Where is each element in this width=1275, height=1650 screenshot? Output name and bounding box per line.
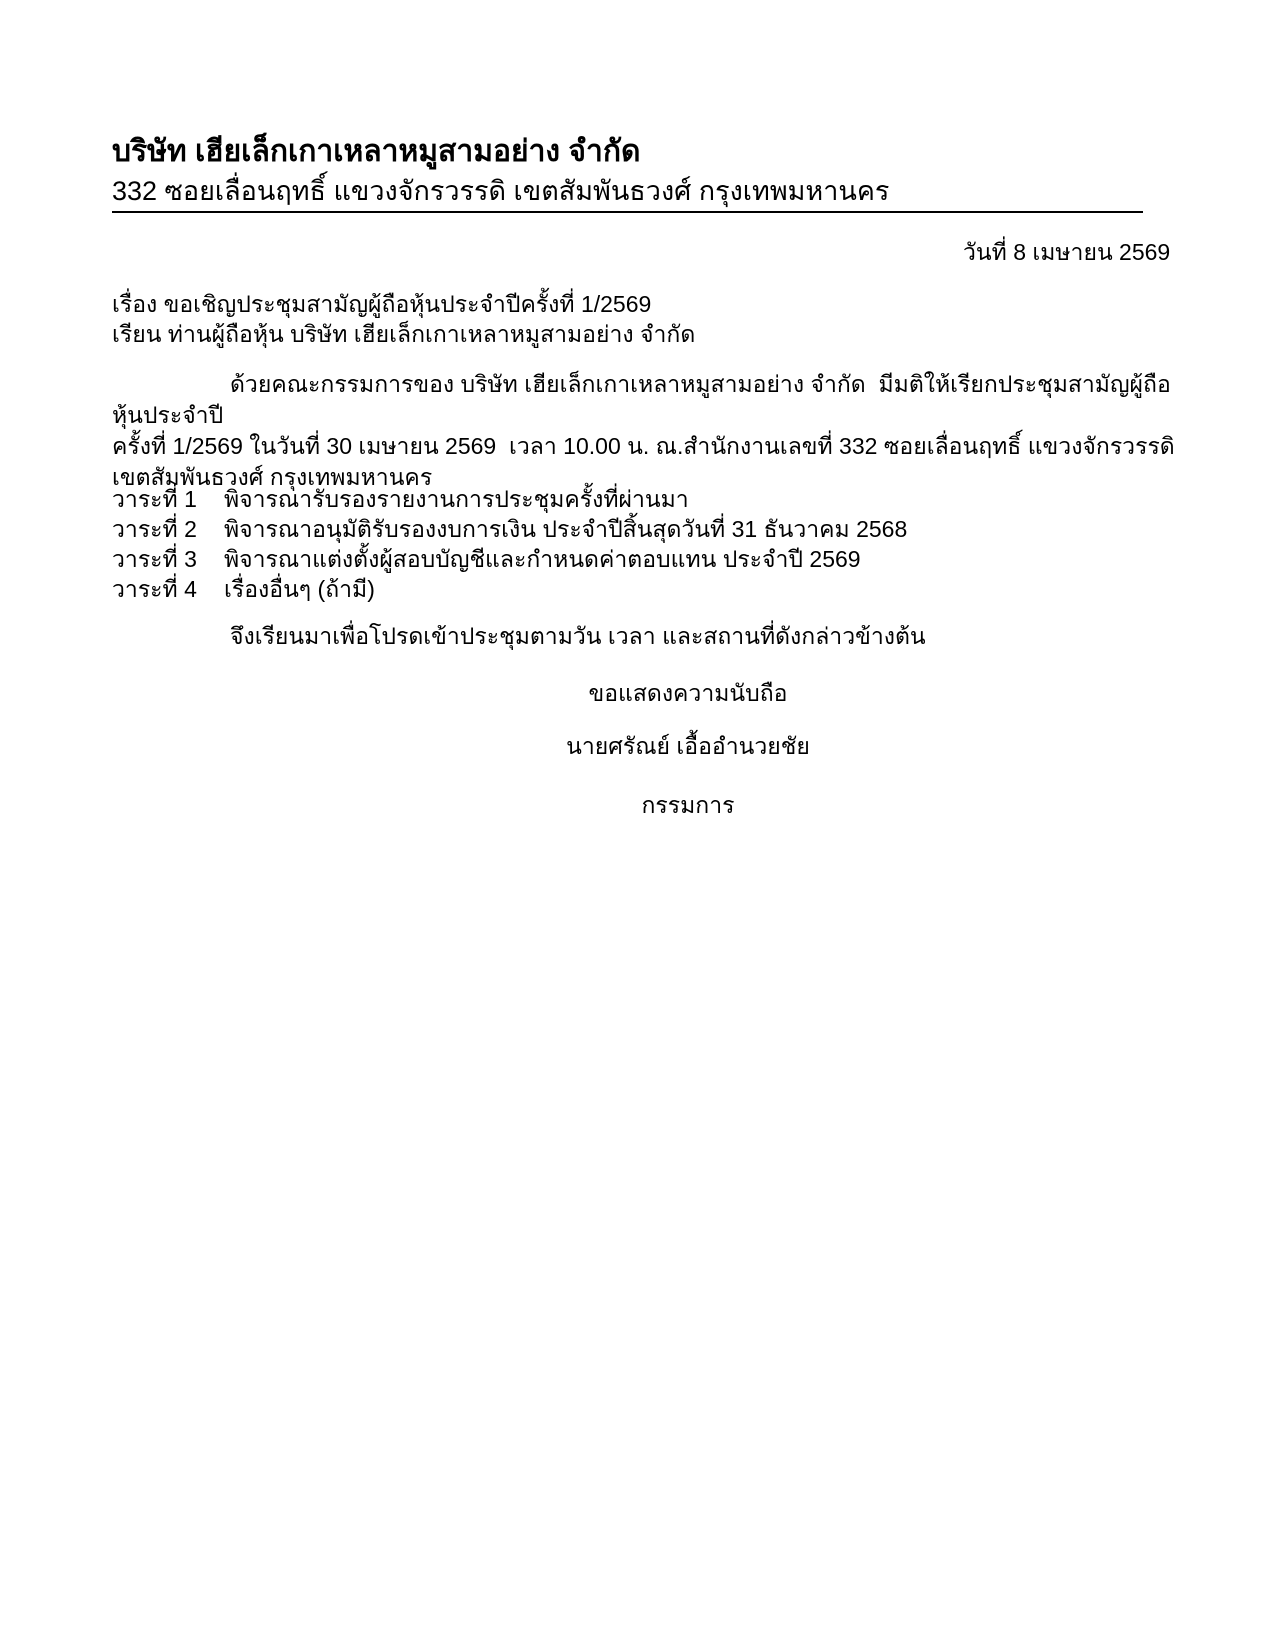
body-line-1: ด้วยคณะกรรมการของ บริษัท เฮียเล็กเกาเหลาหมูสามอย่าง จำกัด มีมติให้เรียกประชุมสามัญผู้ถือหุ้นประจำปี [112,371,1171,428]
body-line-2: ครั้งที่ 1/2569 ในวันที่ 30 เมษายน 2569 เวลา 10.00 น. ณ.สำนักงานเลขที่ 332 ซอยเลื่อนฤทธิ์ แขวงจักรวรรดิ [112,433,1175,459]
agenda-item-1 [112,484,1168,514]
agenda-item-description: เรื่องอื่นๆ (ถ้ามี) [224,576,375,602]
company-name: บริษัท เฮียเล็กเกาเหลาหมูสามอย่าง จำกัด [112,135,641,168]
agenda-item-2 [112,514,1168,544]
agenda-item-description: พิจารณาอนุมัติรับรองงบการเงิน ประจำปีสิ้นสุดวันที่ 31 ธันวาคม 2568 [224,516,908,542]
attention-line: เรียน ท่านผู้ถือหุ้น บริษัท เฮียเล็กเกาเหลาหมูสามอย่าง จำกัด [112,321,696,347]
body-paragraph [112,369,1175,493]
agenda-item-description: พิจารณาแต่งตั้งผู้สอบบัญชีและกำหนดค่าตอบแทน ประจำปี 2569 [224,546,861,572]
signoff-line: ขอแสดงความนับถือ [588,680,788,706]
agenda-item-3 [112,544,1168,574]
header-divider [112,211,1143,213]
signer-name: นายศรัณย์ เอื้ออำนวยชัย [566,733,810,759]
agenda-item-description: พิจารณารับรองรายงานการประชุมครั้งที่ผ่านมา [224,486,689,512]
subject-line: เรื่อง ขอเชิญประชุมสามัญผู้ถือหุ้นประจำปีครั้งที่ 1/2569 [112,291,652,317]
agenda-item-label: วาระที่ 4 [112,576,197,602]
company-address: 332 ซอยเลื่อนฤทธิ์ แขวงจักรวรรดิ เขตสัมพันธวงศ์ กรุงเทพมหานคร [112,176,890,206]
agenda-item-label: วาระที่ 3 [112,546,197,572]
date-line: วันที่ 8 เมษายน 2569 [963,239,1171,265]
signer-title: กรรมการ [641,792,735,818]
closing-line: จึงเรียนมาเพื่อโปรดเข้าประชุมตามวัน เวลา และสถานที่ดังกล่าวข้างต้น [230,623,926,649]
agenda-item-4 [112,574,1168,604]
body-line-3: เขตสัมพันธวงศ์ กรุงเทพมหานคร [112,464,433,490]
agenda-list [112,484,1168,604]
agenda-item-label: วาระที่ 1 [112,486,197,512]
agenda-item-label: วาระที่ 2 [112,516,197,542]
